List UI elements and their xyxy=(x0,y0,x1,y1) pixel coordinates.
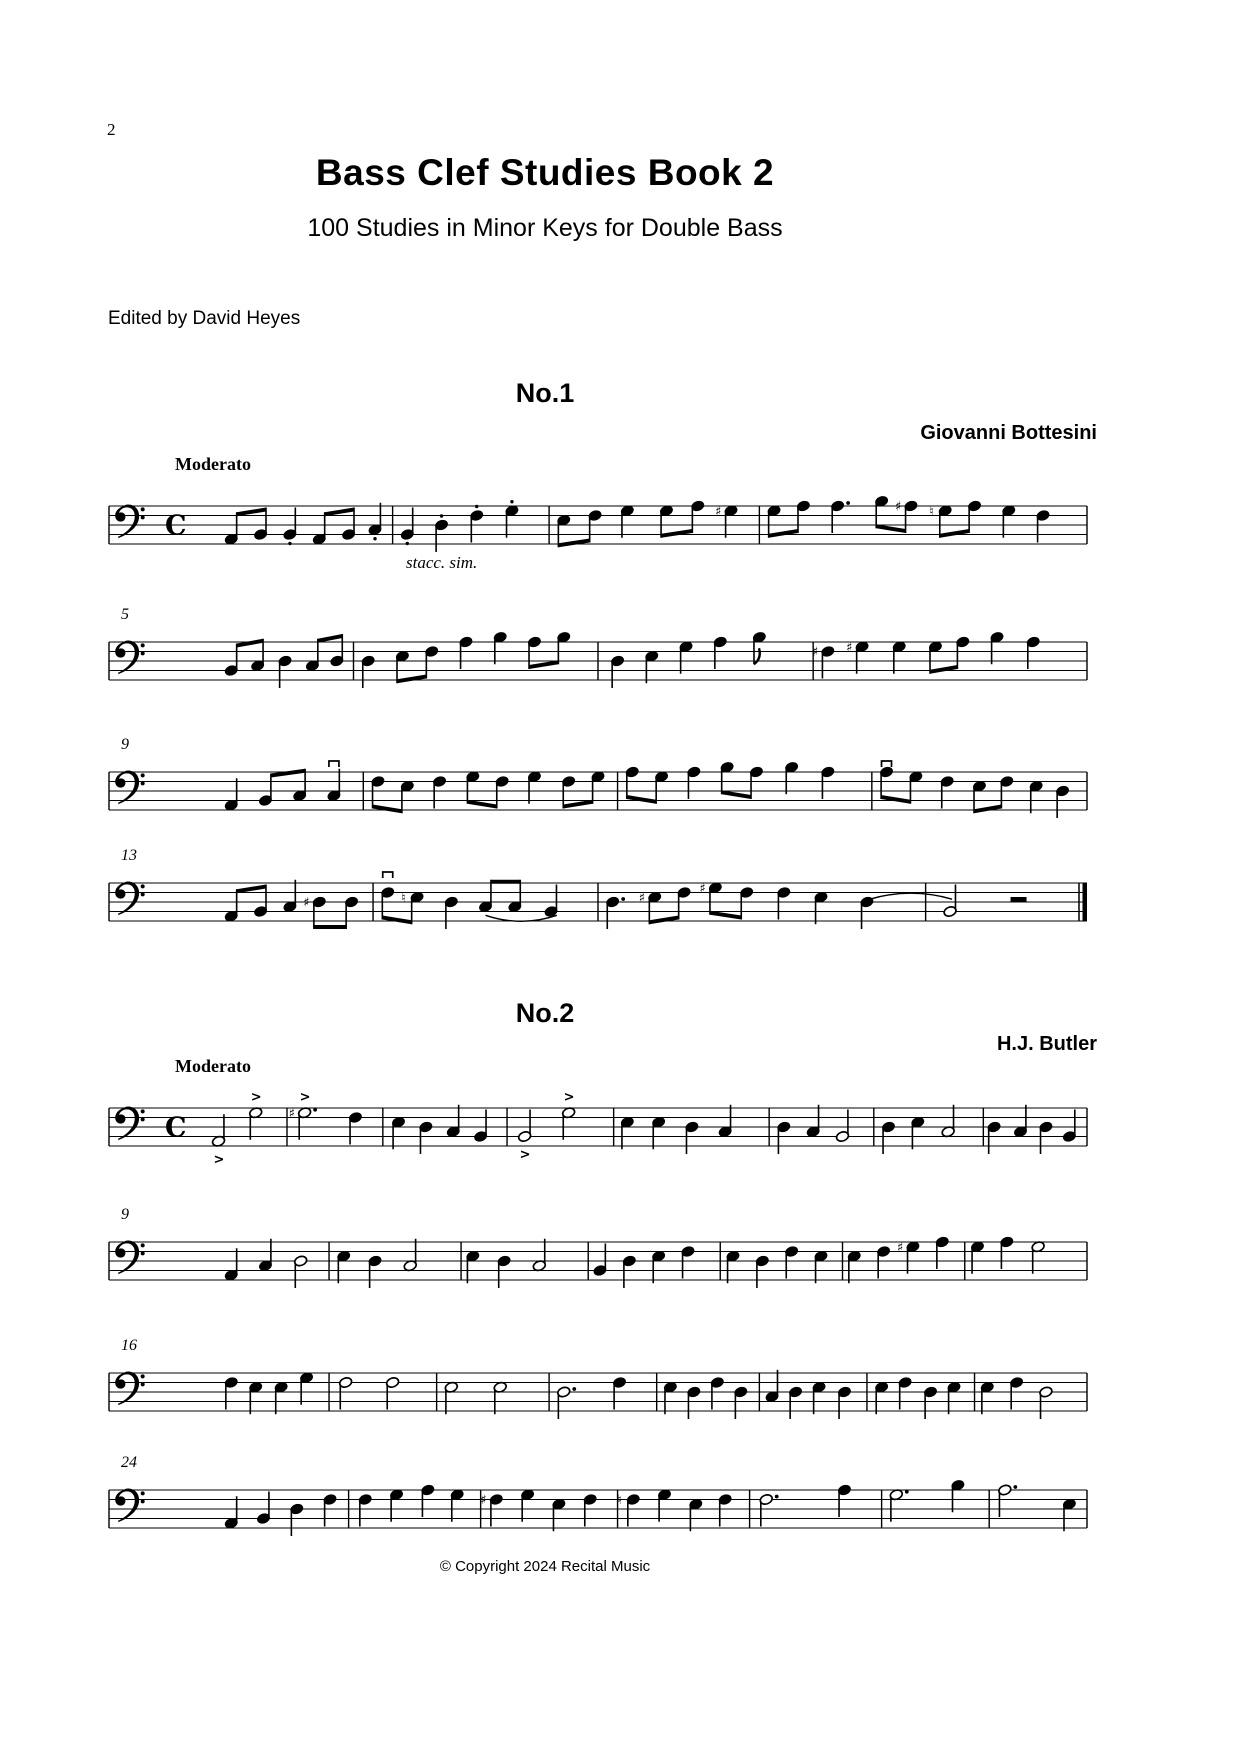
piece-2-composer: H.J. Butler xyxy=(996,1033,1097,1055)
svg-text:♯: ♯ xyxy=(638,890,646,906)
svg-text:♮: ♮ xyxy=(401,890,406,906)
svg-text:♯: ♯ xyxy=(699,881,706,897)
staff-svg xyxy=(95,1325,1095,1437)
staff-svg xyxy=(95,1442,1095,1554)
staff-svg xyxy=(95,594,1095,706)
piece-1-tempo: Moderato xyxy=(175,454,251,474)
svg-text:♯: ♯ xyxy=(715,504,722,520)
staff-svg xyxy=(95,724,1095,836)
measure-number: 9 xyxy=(121,736,129,753)
piece-2-tempo: Moderato xyxy=(175,1056,251,1076)
music-system xyxy=(95,835,1095,947)
measure-number: 9 xyxy=(121,1206,129,1223)
staff-svg xyxy=(95,1060,1095,1172)
piece-1-number: No.1 xyxy=(515,378,575,408)
measure-number: 13 xyxy=(121,847,137,864)
svg-text:>: > xyxy=(299,1089,311,1105)
music-system xyxy=(95,1060,1095,1172)
svg-text:♮: ♮ xyxy=(929,504,934,520)
staff-svg xyxy=(95,1194,1095,1306)
svg-text:>: > xyxy=(250,1089,262,1105)
svg-text:C: C xyxy=(165,1112,187,1144)
svg-text:>: > xyxy=(563,1089,575,1105)
svg-text:♯: ♯ xyxy=(894,499,902,515)
music-system xyxy=(95,1325,1095,1437)
svg-text:♯: ♯ xyxy=(303,895,310,911)
measure-number: 16 xyxy=(121,1337,137,1354)
svg-text:♯: ♯ xyxy=(288,1106,295,1122)
svg-text:♯: ♯ xyxy=(811,645,819,660)
copyright-notice: © Copyright 2024 Recital Music xyxy=(439,1558,651,1575)
music-system xyxy=(95,458,1095,570)
staff-svg xyxy=(95,458,1095,570)
svg-text:♯: ♯ xyxy=(896,1240,904,1256)
book-subtitle: 100 Studies in Minor Keys for Double Bass xyxy=(307,214,783,242)
editor-credit: Edited by David Heyes xyxy=(108,308,301,329)
piece-1-composer: Giovanni Bottesini xyxy=(920,422,1097,444)
svg-text:C: C xyxy=(165,510,187,542)
measure-number: 24 xyxy=(121,1454,137,1471)
music-system xyxy=(95,724,1095,836)
staccato-annotation: stacc. sim. xyxy=(406,553,478,572)
music-system xyxy=(95,1442,1095,1554)
svg-text:♮: ♮ xyxy=(617,1493,622,1508)
measure-number: 5 xyxy=(121,606,129,623)
music-system xyxy=(95,1194,1095,1306)
book-title: Bass Clef Studies Book 2 xyxy=(315,152,775,193)
page-number: 2 xyxy=(107,120,116,139)
svg-text:♯: ♯ xyxy=(846,640,853,656)
music-system xyxy=(95,594,1095,706)
svg-text:>: > xyxy=(213,1152,225,1168)
svg-text:>: > xyxy=(519,1147,531,1163)
svg-text:♯: ♯ xyxy=(480,1493,487,1508)
staff-svg xyxy=(95,835,1095,947)
piece-2-number: No.2 xyxy=(515,998,575,1028)
